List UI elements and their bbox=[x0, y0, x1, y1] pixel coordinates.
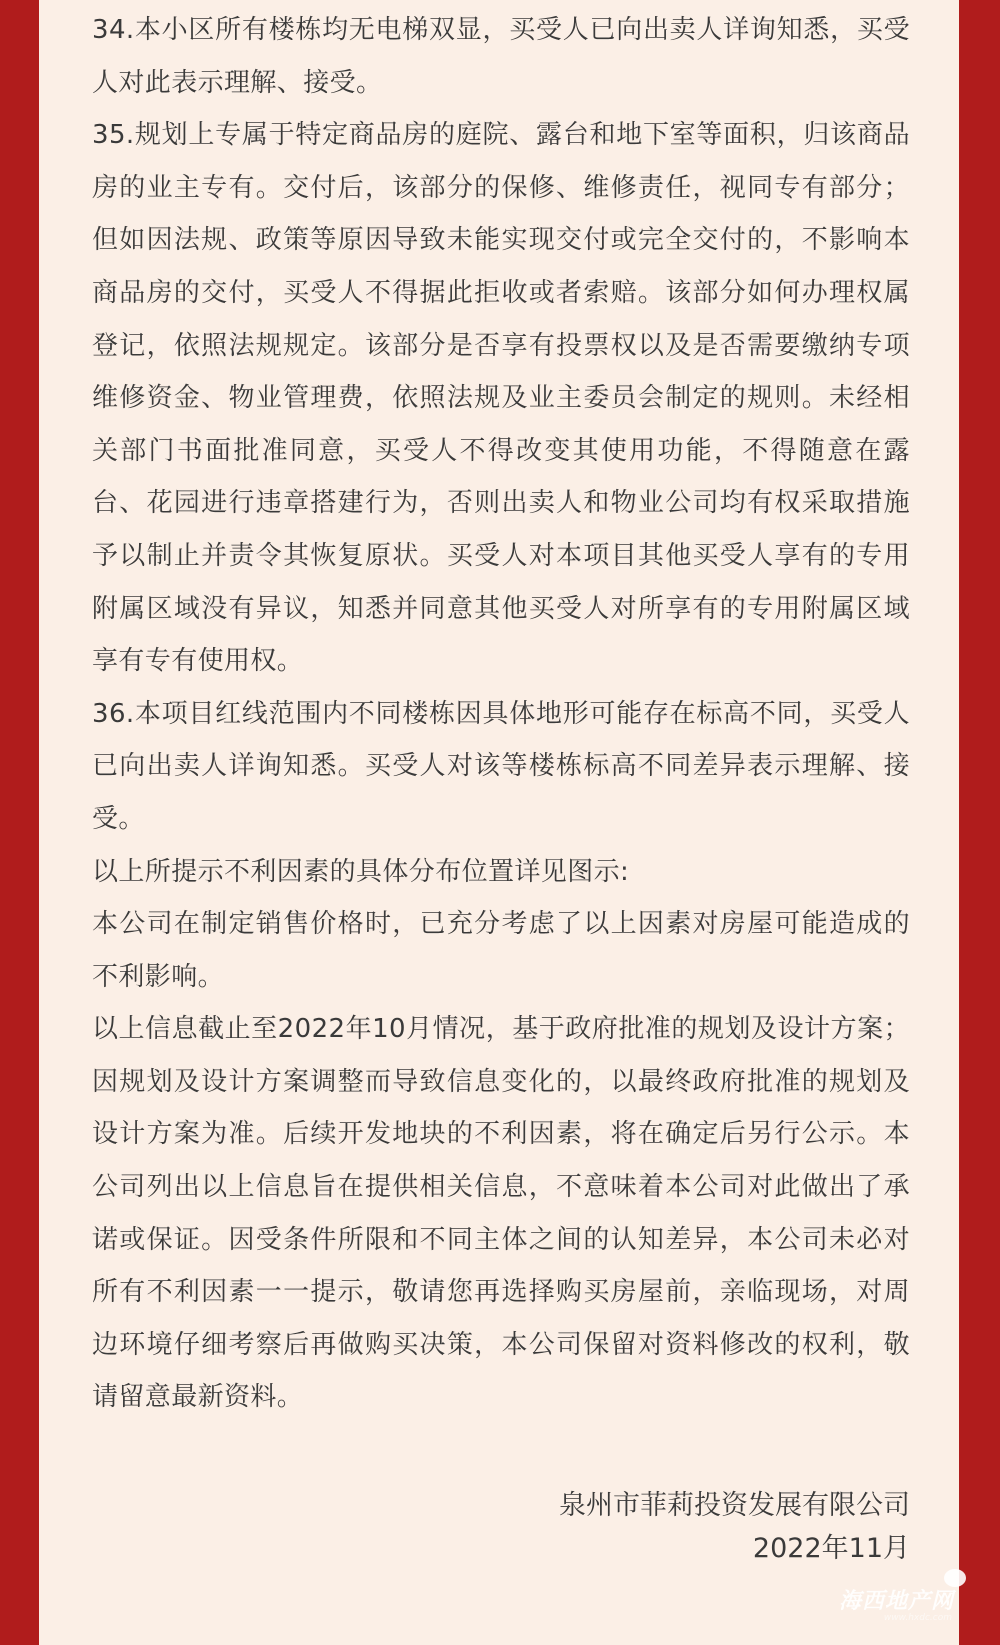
document-body bbox=[92, 4, 910, 1424]
paragraph-35: 35.规划上专属于特定商品房的庭院、露台和地下室等面积，归该商品房的业主专有。交付后，该部分的保修、维修责任，视同专有部分；但如因法规、政策等原因导致未能实现交付或完全交付的，不影响本商品房的交付，买受人不得据此拒收或者索赔。该部分如何办理权属登记，依照法规规定。该部分是否享有投票权以及是否需要缴纳专项维修资金、物业管理费，依照法规及业主委员会制定的规则。未经相关部门书面批准同意，买受人不得改变其使用功能，不得随意在露台、花园进行违章搭建行为，否则出卖人和物业公司均有权采取措施予以制止并责令其恢复原状。买受人对本项目其他买受人享有的专用附属区域没有异议，知悉并同意其他买受人对所享有的专用附属区域享有专有使用权。 bbox=[92, 120, 910, 677]
company-name: 泉州市菲莉投资发展有限公司 bbox=[559, 1490, 910, 1521]
paragraph-36: 36.本项目红线范围内不同楼栋因具体地形可能存在标高不同，买受人已向出卖人详询知悉。买受人对该等楼栋标高不同差异表示理解、接受。 bbox=[92, 698, 910, 834]
document-panel bbox=[39, 0, 959, 1645]
signature-date: 2022年11月 bbox=[752, 1533, 910, 1564]
watermark-url: www.hxdc.com bbox=[883, 1613, 952, 1623]
paragraph-34: 34.本小区所有楼栋均无电梯双显，买受人已向出卖人详询知悉，买受人对此表示理解、接受。 bbox=[92, 15, 910, 98]
paragraph-disclaimer: 以上信息截止至2022年10月情况，基于政府批准的规划及设计方案；因规划及设计方案调整而导致信息变化的，以最终政府批准的规划及设计方案为准。后续开发地块的不利因素，将在确定后另行公示。本公司列出以上信息旨在提供相关信息，不意味着本公司对此做出了承诺或保证。因受条件所限和不同主体之间的认知差异，本公司未必对所有不利因素一一提示，敬请您再选择购买房屋前，亲临现场，对周边环境仔细考察后再做购买决策，本公司保留对资料修改的权利，敬请留意最新资料。 bbox=[92, 1014, 910, 1413]
watermark-text: 海西地产网 bbox=[838, 1589, 954, 1614]
watermark-logo bbox=[814, 1577, 964, 1623]
signature-block bbox=[559, 1484, 910, 1570]
paragraph-figure-note: 以上所提示不利因素的具体分布位置详见图示: bbox=[92, 856, 630, 887]
paragraph-pricing-note: 本公司在制定销售价格时，已充分考虑了以上因素对房屋可能造成的不利影响。 bbox=[92, 909, 910, 992]
